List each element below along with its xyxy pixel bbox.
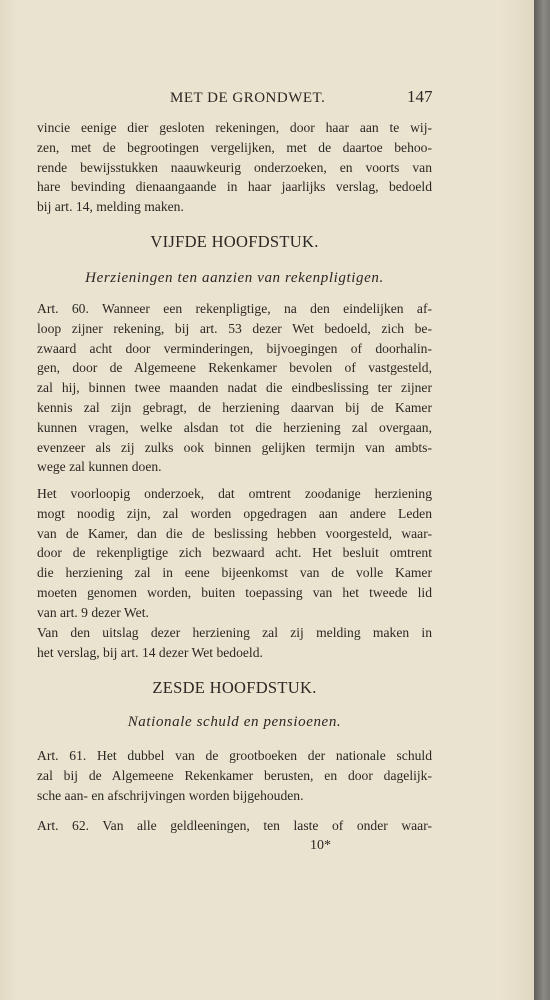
chapter-heading-vijfde: VIJFDE HOOFDSTUK. (150, 232, 319, 251)
text-line: zwaard acht door verminderingen, bijvoegingen of doorhalin- (37, 340, 432, 356)
running-head: MET DE GRONDWET. (170, 90, 326, 106)
text-line: zal hij, binnen twee maanden nadat die eindbeslissing ter zijner (37, 380, 432, 396)
chapter-subtitle-nationale-schuld: Nationale schuld en pensioenen. (127, 714, 342, 730)
text-line: die herziening zal in eene bijeenkomst van de volle Kamer (37, 565, 432, 581)
text-line: Van den uitslag dezer herziening zal zij melding maken in (37, 625, 432, 640)
text-line: Art. 60. Wanneer een rekenpligtige, na den eindelijken af- (37, 301, 432, 316)
paragraph-uitslag (37, 623, 432, 663)
chapter-heading-zesde: ZESDE HOOFDSTUK. (152, 678, 317, 697)
article-61 (37, 746, 432, 805)
text-line: Art. 62. Van alle geldleeningen, ten laste of onder waar- (37, 818, 432, 833)
paragraph-top (37, 118, 432, 217)
text-line: van art. 9 dezer Wet. (37, 604, 149, 620)
text-line: bij art. 14, melding maken. (37, 199, 184, 215)
page-number: 147 (407, 87, 433, 106)
chapter-subtitle-herzieningen: Herzieningen ten aanzien van rekenpligtigen. (85, 270, 384, 286)
paragraph-onderzoek (37, 484, 432, 623)
text-line: wege zal kunnen doen. (37, 459, 162, 475)
text-line: rende bewijsstukken naauwkeurig onderzoeken, en voorts van (37, 159, 432, 175)
text-line: kunnen vragen, welke alsdan tot die herziening zal overgaan, (37, 419, 432, 435)
text-line: sche aan- en afschrijvingen worden bijgehouden. (37, 787, 304, 803)
signature-mark: 10* (310, 838, 331, 853)
article-60 (37, 299, 432, 477)
article-62 (37, 816, 432, 836)
text-line: zen, met de begrootingen vergelijken, met de daartoe behoo- (37, 139, 432, 155)
text-line: evenzeer als zij zulks ook binnen gelijken termijn van ambts- (37, 439, 432, 455)
text-line: het verslag, bij art. 14 dezer Wet bedoeld. (37, 644, 263, 660)
text-line: Art. 61. Het dubbel van de grootboeken der nationale schuld (37, 748, 432, 763)
page-edge (534, 0, 550, 1000)
text-line: kennis zal zijn gebragt, de herziening daarvan bij de Kamer (37, 399, 432, 415)
text-line: hare bevinding dienaangaande in haar jaarlijks verslag, bedoeld (37, 179, 432, 195)
text-line: zal bij de Algemeene Rekenkamer berusten, en door dagelijk- (37, 767, 432, 783)
text-line: door de rekenpligtige zich bezwaard acht. Het besluit omtrent (37, 545, 432, 561)
text-line: mogt noodig zijn, zal worden opgedragen aan andere Leden (37, 505, 432, 521)
text-line: loop zijner rekening, bij art. 53 dezer Wet bedoeld, zich be- (37, 320, 432, 336)
text-line: gen, door de Algemeene Rekenkamer bevolen of vastgesteld, (37, 360, 432, 376)
text-line: Het voorloopig onderzoek, dat omtrent zoodanige herziening (37, 486, 432, 501)
text-line: moeten genomen worden, buiten toepassing van het tweede lid (37, 584, 432, 600)
text-line: van de Kamer, dan die de beslissing hebben voorgesteld, waar- (37, 525, 432, 541)
text-line: vincie eenige dier gesloten rekeningen, door haar aan te wij- (37, 120, 432, 135)
